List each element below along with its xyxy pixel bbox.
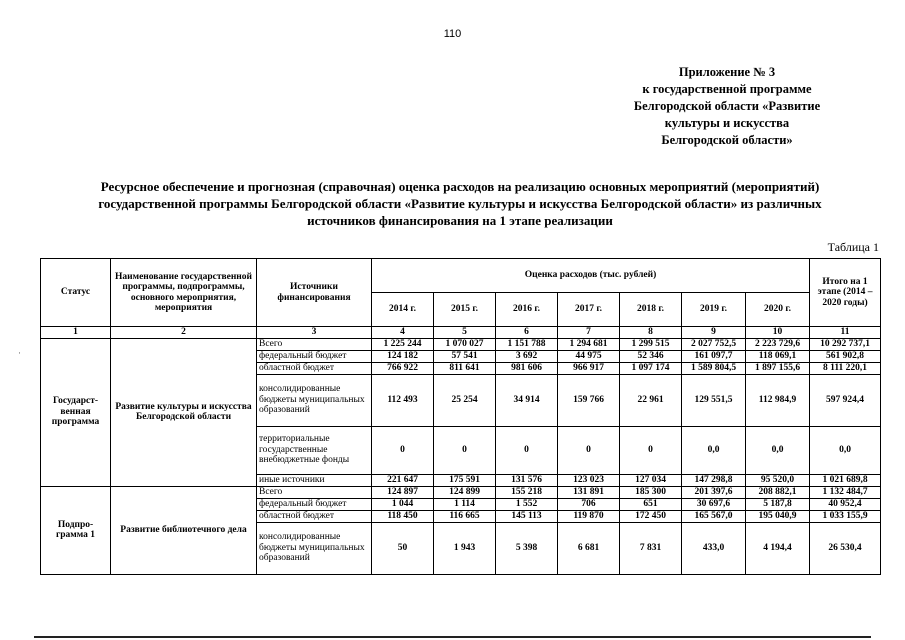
year-value: 159 766: [558, 374, 620, 426]
year-value: 44 975: [558, 350, 620, 362]
year-value: 1 552: [496, 498, 558, 510]
year-value: 1 151 788: [496, 338, 558, 350]
total-value: 40 952,4: [810, 498, 881, 510]
funding-source: Всего: [257, 486, 372, 498]
funding-source: федеральный бюджет: [257, 498, 372, 510]
year-value: 1 097 174: [620, 362, 682, 374]
header-year: 2016 г.: [496, 293, 558, 327]
year-value: 127 034: [620, 474, 682, 486]
year-value: 0: [434, 426, 496, 474]
header-total: Итого на 1 этапе (2014 – 2020 годы): [810, 259, 881, 327]
funding-source: областной бюджет: [257, 362, 372, 374]
appendix-line: к государственной программе: [642, 82, 812, 96]
year-value: 118 069,1: [746, 350, 810, 362]
table-row: [41, 338, 881, 350]
funding-source: консолидированные бюджеты муниципальных образований: [257, 522, 372, 574]
column-index: 7: [558, 327, 620, 339]
total-value: 561 902,8: [810, 350, 881, 362]
year-value: 57 541: [434, 350, 496, 362]
column-index: 5: [434, 327, 496, 339]
year-value: 1 114: [434, 498, 496, 510]
year-value: 1 044: [372, 498, 434, 510]
year-value: 161 097,7: [682, 350, 746, 362]
year-value: 1 225 244: [372, 338, 434, 350]
title-line: государственной программы Белгородской области «Развитие культуры и искусства Белгородской области» из различных: [98, 196, 822, 211]
total-value: 0,0: [810, 426, 881, 474]
table-label: Таблица 1: [827, 240, 879, 254]
row-status: Государст-венная программа: [41, 338, 111, 486]
total-value: 1 132 484,7: [810, 486, 881, 498]
year-value: 0: [496, 426, 558, 474]
column-index: 9: [682, 327, 746, 339]
year-value: 1 294 681: [558, 338, 620, 350]
year-value: 1 943: [434, 522, 496, 574]
year-value: 811 641: [434, 362, 496, 374]
header-status: Статус: [41, 259, 111, 327]
year-value: 131 891: [558, 486, 620, 498]
funding-source: Всего: [257, 338, 372, 350]
year-value: 5 187,8: [746, 498, 810, 510]
year-value: 22 961: [620, 374, 682, 426]
column-index: 2: [111, 327, 257, 339]
header-name: Наименование государственной программы, подпрограммы, основного мероприятия, мероприятия: [111, 259, 257, 327]
row-program-name: Развитие библиотечного дела: [111, 486, 257, 574]
column-index: 11: [810, 327, 881, 339]
year-value: 221 647: [372, 474, 434, 486]
column-index: 3: [257, 327, 372, 339]
year-value: 981 606: [496, 362, 558, 374]
year-value: 1 589 804,5: [682, 362, 746, 374]
column-index: 6: [496, 327, 558, 339]
year-value: 201 397,6: [682, 486, 746, 498]
year-value: 651: [620, 498, 682, 510]
column-index: 1: [41, 327, 111, 339]
year-value: 124 899: [434, 486, 496, 498]
year-value: 124 182: [372, 350, 434, 362]
column-index: 4: [372, 327, 434, 339]
year-value: 147 298,8: [682, 474, 746, 486]
year-value: 0,0: [682, 426, 746, 474]
year-value: 0: [558, 426, 620, 474]
year-value: 34 914: [496, 374, 558, 426]
funding-source: областной бюджет: [257, 510, 372, 522]
year-value: 131 576: [496, 474, 558, 486]
year-value: 50: [372, 522, 434, 574]
funding-source: федеральный бюджет: [257, 350, 372, 362]
document-title: [50, 178, 870, 229]
year-value: 0,0: [746, 426, 810, 474]
year-value: 129 551,5: [682, 374, 746, 426]
year-value: 706: [558, 498, 620, 510]
total-value: 26 530,4: [810, 522, 881, 574]
year-value: 0: [620, 426, 682, 474]
header-year: 2018 г.: [620, 293, 682, 327]
year-value: 118 450: [372, 510, 434, 522]
header-year: 2015 г.: [434, 293, 496, 327]
title-line: источников финансирования на 1 этапе реализации: [307, 213, 613, 228]
funding-source: иные источники: [257, 474, 372, 486]
appendix-line: Приложение № 3: [678, 65, 776, 79]
table-row: [41, 486, 881, 498]
header-year: 2017 г.: [558, 293, 620, 327]
appendix-note: [607, 64, 847, 149]
header-estimate: Оценка расходов (тыс. рублей): [372, 259, 810, 293]
total-value: 10 292 737,1: [810, 338, 881, 350]
year-value: 119 870: [558, 510, 620, 522]
year-value: 175 591: [434, 474, 496, 486]
appendix-line: Белгородской области»: [661, 133, 793, 147]
year-value: 2 027 752,5: [682, 338, 746, 350]
total-value: 597 924,4: [810, 374, 881, 426]
table-body: [41, 338, 881, 574]
year-value: 52 346: [620, 350, 682, 362]
total-value: 1 021 689,8: [810, 474, 881, 486]
row-program-name: Развитие культуры и искусства Белгородской области: [111, 338, 257, 486]
header-sources: Источники финансирования: [257, 259, 372, 327]
funding-source: территориальные государственные внебюджетные фонды: [257, 426, 372, 474]
year-value: 2 223 729,6: [746, 338, 810, 350]
total-value: 8 111 220,1: [810, 362, 881, 374]
column-index-row: [41, 327, 881, 339]
title-line: Ресурсное обеспечение и прогнозная (справочная) оценка расходов на реализацию основных мероприятий (мероприятий): [100, 179, 820, 194]
appendix-line: культуры и искусства: [664, 116, 790, 130]
year-value: 4 194,4: [746, 522, 810, 574]
year-value: 123 023: [558, 474, 620, 486]
page-number: 110: [443, 28, 462, 40]
year-value: 6 681: [558, 522, 620, 574]
year-value: 766 922: [372, 362, 434, 374]
margin-mark: ·: [18, 348, 21, 358]
year-value: 0: [372, 426, 434, 474]
year-value: 1 897 155,6: [746, 362, 810, 374]
year-value: 1 070 027: [434, 338, 496, 350]
total-value: 1 033 155,9: [810, 510, 881, 522]
year-value: 185 300: [620, 486, 682, 498]
funding-source: консолидированные бюджеты муниципальных образований: [257, 374, 372, 426]
year-value: 112 984,9: [746, 374, 810, 426]
column-index: 10: [746, 327, 810, 339]
year-value: 1 299 515: [620, 338, 682, 350]
year-value: 3 692: [496, 350, 558, 362]
year-value: 172 450: [620, 510, 682, 522]
year-value: 25 254: [434, 374, 496, 426]
page-bottom-rule: [34, 636, 871, 638]
year-value: 5 398: [496, 522, 558, 574]
year-value: 112 493: [372, 374, 434, 426]
year-value: 208 882,1: [746, 486, 810, 498]
header-year: 2014 г.: [372, 293, 434, 327]
year-value: 966 917: [558, 362, 620, 374]
expenses-table: [40, 258, 881, 575]
column-index: 8: [620, 327, 682, 339]
year-value: 116 665: [434, 510, 496, 522]
row-status: Подпро-грамма 1: [41, 486, 111, 574]
year-value: 95 520,0: [746, 474, 810, 486]
year-value: 145 113: [496, 510, 558, 522]
year-value: 195 040,9: [746, 510, 810, 522]
year-value: 155 218: [496, 486, 558, 498]
header-year: 2020 г.: [746, 293, 810, 327]
year-value: 30 697,6: [682, 498, 746, 510]
year-value: 7 831: [620, 522, 682, 574]
header-year: 2019 г.: [682, 293, 746, 327]
year-value: 433,0: [682, 522, 746, 574]
year-value: 165 567,0: [682, 510, 746, 522]
year-value: 124 897: [372, 486, 434, 498]
appendix-line: Белгородской области «Развитие: [633, 99, 821, 113]
